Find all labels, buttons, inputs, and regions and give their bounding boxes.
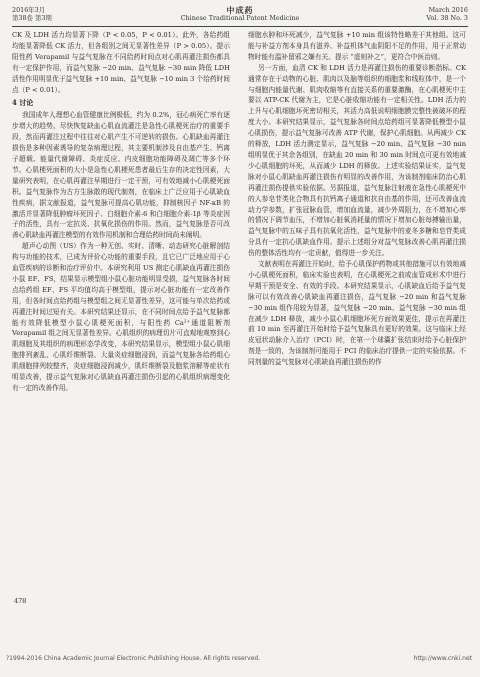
header-issue-cn: [12, 6, 52, 22]
discussion-paragraph-5: 文献表明在再灌注开始时，给予心肌保护药物或其他措施可以有效地减小心肌梗死面积，临床实验也表明，在心肌梗死之前或血管成形术中进行早期干预是安全、有效的手段。本研究结果显示，心肌缺血后给予益气复脉可以有效改善心肌缺血再灌注损伤，益气复脉 −20 min 和益气复脉 −30 min 组作用较为显著，益气复脉 −20 min、益气复脉 −30 min 组在减少 LDH 释放，减少小鼠心肌细胞坏死方面效果更佳，提示在再灌注前 10 min 至再灌注开始时给予益气复脉具有更好的效果。这与临床上经皮冠状动脉介入治疗（PCI）时，在第一个球囊扩张结束时给予心脏保护剂是一致的，为该制剂可能用于 PCI 的临床治疗提供一定的实验依据。不同剂量的益气复脉对心肌缺血再灌注损伤的作: [248, 260, 466, 367]
journal-title-cn: 中成药: [226, 5, 254, 15]
left-column: [12, 30, 230, 394]
results-paragraph: CK 及 LDH 活力均显著下降（P < 0.05，P < 0.01）。此外，各给药组均能显著降低 CK 活力，但各组别之间无显著性差异（P > 0.05）。提示阳性药 Verapamil 与益气复脉在不同给药时间点对心肌再灌注损伤都具有一定保护作用，而益气复脉 −20 min、益气复脉 −30 min 降低 LDH 活性作用明显优于益气复脉 +10 min、益气复脉 −10 min 3 个给药时间点（P < 0.01）。: [12, 31, 230, 94]
right-column: [248, 30, 466, 368]
header-volume-en: Vol. 38 No. 3: [426, 14, 468, 22]
cnki-link[interactable]: http://www.cnki.net: [413, 655, 472, 662]
discussion-paragraph-1: 我国成年人理想心血管健康比例极低，约为 0.2%，冠心病死亡率有逐步增大的趋势。尽快恢复缺血心肌血流灌注是急性心肌梗死治疗的重要手段，然而再灌注过程中往往对心肌产生不可逆转的损伤。心肌缺血再灌注损伤是多种因素诱导的复杂病理过程，其主要机制涉及自由基产生、钙离子超载、能量代谢障碍、炎症反应、内皮细胞功能障碍及凋亡等多个环节。心肌梗死面积的大小是急性心肌梗死患者最后生存的决定性因素，大量研究表明，在心肌再灌注早期进行一定干预，可有效地减小心肌梗死面积。益气复脉作为古方生脉散的现代制剂，在临床上广泛应用于心肌缺血性疾病，据文献报道，益气复脉可提高心肌功能，抑制核因子 NF-κB 的激活并显著降低肿瘤坏死因子、白细胞介素-6 和白细胞介素-1β 等炎症因子的活性，具有一定抗炎、抗氧化损伤的作用。然而，益气复脉是否可改善心肌缺血再灌注模型的有效作用机制和合理给药时间尚未阐明。: [12, 111, 230, 240]
copyright-footer: [0, 653, 480, 667]
header-journal: [150, 6, 330, 22]
discussion-paragraph-2: 超声心动图（US）作为一种无创、实时、清晰、动态研究心脏解剖结构与功能的技术，已成为评价心功能的重要手段，且它已广泛地应用于心血管疾病的诊断和治疗评价中。本研究利用 US 测定心肌缺血再灌注损伤小鼠 EF、FS，结果显示模型组小鼠心脏功能明显受损，益气复脉各时间点给药组 EF、FS 平均值均高于模型组，提示对心脏功能有一定改善作用，但各时间点给药组与模型组之间无显著性差异，这可能与单次给药或再灌注时间过短有关。本研究结果还显示，在不同时间点给予益气复脉都能有效降低模型小鼠心肌梗死面积，与阳性药 Ca²⁺通道阻断剂 Verapamil 组之间无显著性差异。心肌组织的病理切片可直观地观察到心肌细胞及其组织的病理形态学改变，本研究结果显示，模型组小鼠心肌细胞排列紊乱、心肌纤维断裂、大量炎症细胞浸润，而益气复脉各给药组心肌细胞排列较整齐，炎症细胞浸润减少，肌纤维断裂及胞浆溶解等症状有明显改善，提示益气复脉对心肌缺血再灌注损伤引起的心肌组织病理变化有一定的改善作用。: [12, 242, 230, 392]
header-issue-en: [426, 6, 468, 22]
section-heading-discussion: 4 讨论: [12, 98, 34, 108]
header-date-en: March 2016: [428, 6, 468, 14]
header-divider: [12, 26, 468, 27]
header-volume-cn: 第38卷 第3期: [12, 14, 52, 22]
journal-title-en: Chinese Traditional Patent Medicine: [180, 14, 300, 22]
header-date-cn: 2016年3月: [12, 6, 46, 14]
discussion-paragraph-3: 细胞水肿和坏死减少，益气复脉 +10 min 组该特性略差于其他组。这可能与补益方剂本身具有滋养、补益机体气血阴阳不足的作用，用于正常动物时能有温补留邪之嫌有关。提示 “虚则补之”，更符合中医治则。: [248, 31, 466, 61]
copyright-text: ?1994-2016 China Academic Journal Electronic Publishing House. All rights reserved.: [6, 655, 261, 662]
discussion-paragraph-4: 另一方面，血清 CK 和 LDH 活力是再灌注损伤的重要诊断指标。CK 通常存在于动物的心脏、肌肉以及脑等组织的细胞浆和线粒体中，是一个与细胞内能量代谢、肌肉收缩等有直接关系的重要激酶，在心肌梗死中主要以 ATP-CK 代谢为主，它是心脏收缩功能有一定相关性。LDH 活力的上升与心肌细胞坏死密切相关，其活力高低说明细胞膜完整性被破坏的程度大小。本研究结果显示，益气复脉各时间点给药组可显著降低模型小鼠心肌损伤，提示益气复脉可改善 ATP 代谢，保护心肌细胞。从两减少 CK 的释放，LDH 活力测定显示，益气复脉 −20 min、益气复脉 −30 min 组明显优于其余各组别，在缺血 20 min 和 30 min 时间点可更有效地减少心肌细胞的坏死，从而减少 LDH 的释放。上述实验结果证实，益气复脉对小鼠心肌缺血再灌注损伤有明显的改善作用，为该制剂临床防治心肌再灌注损伤提供实验依据。另据报道，益气复脉注射液在急性心肌梗死中的人参皂苷类化合物具有抗钙离子通道和抗自由基的作用，还可改善血流动力学参数，扩张冠脉血管，增加血流量，减少外周阻力，在不增加心率的情况下调节血压，不增加心脏氧消耗量的情况下增加心脏每搏输出量，益气复脉中的五味子具有抗氧化活性，益气复脉中的麦冬多糖和皂苷类成分具有一定抗心肌缺血作用。提示上述组分对益气复脉改善心肌再灌注损伤的整体活性均有一定贡献，值得进一步关注。: [248, 63, 466, 258]
page-number: 478: [14, 597, 27, 605]
